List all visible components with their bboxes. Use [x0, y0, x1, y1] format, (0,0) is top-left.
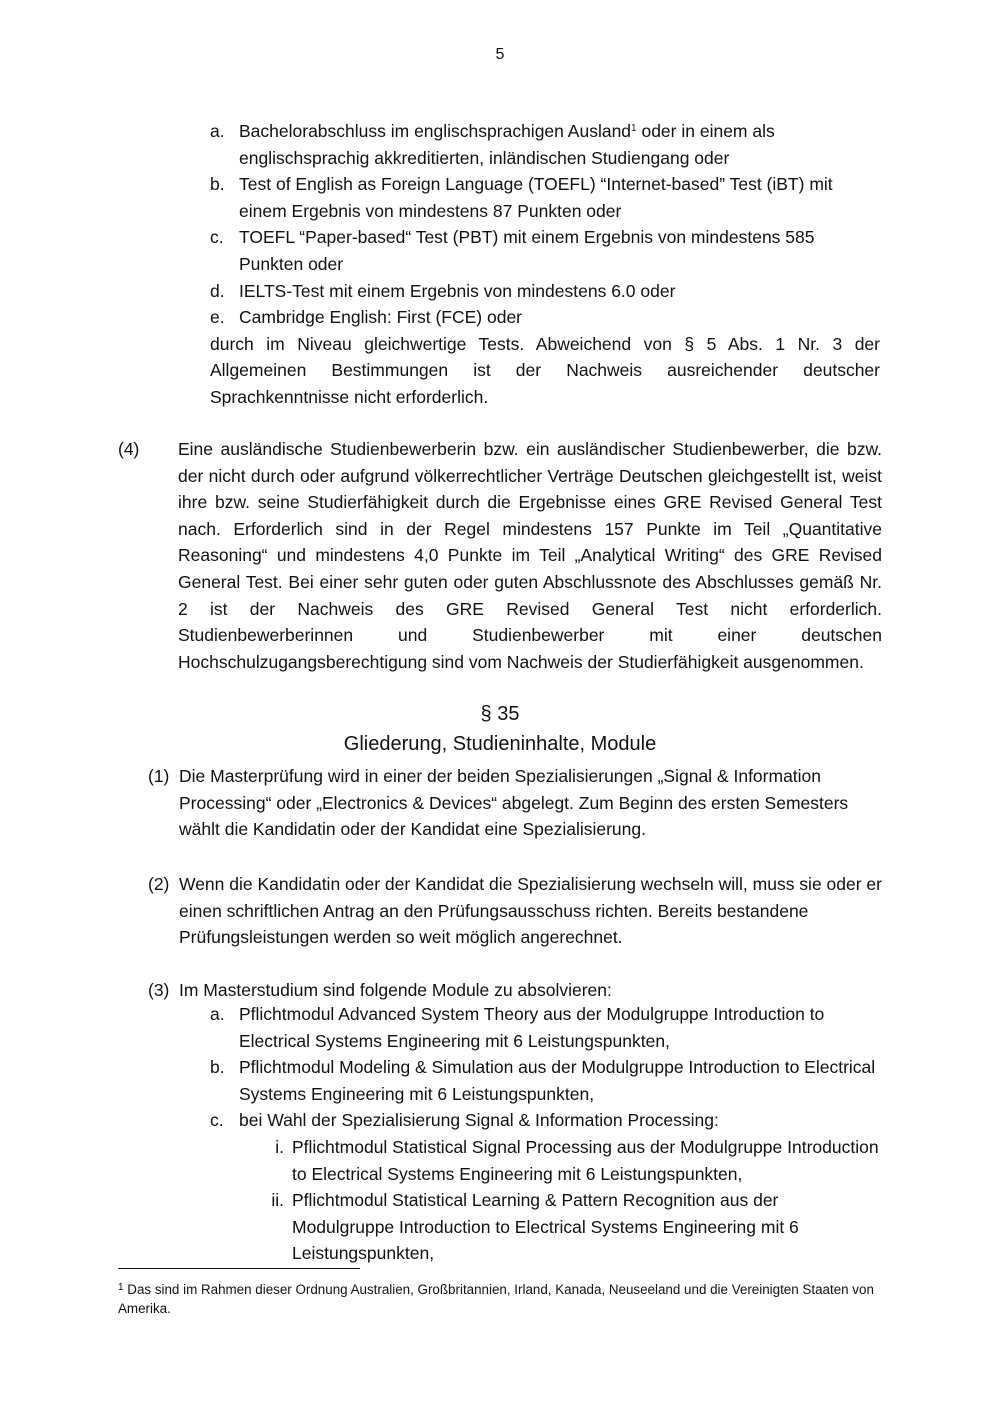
list-text: bei Wahl der Spezialisierung Signal & Information Processing: [239, 1110, 719, 1131]
paragraph-number: (3) [148, 980, 170, 1000]
list-item [210, 1054, 882, 1107]
list-label: e. [210, 307, 225, 328]
paragraph-text: Die Masterprüfung wird in einer der beiden Spezialisierungen „Signal & Information Processing“ oder „Electronics & Devices“ abgelegt. Zum Beginn des ersten Semesters wählt die Kandidatin oder der Kandidat eine Spezialisierung. [179, 766, 849, 840]
paragraph-3 [148, 977, 882, 1004]
list-label: b. [210, 1057, 225, 1078]
paragraph-4 [118, 436, 882, 675]
list-label: d. [210, 280, 225, 301]
list-label: a. [210, 121, 225, 141]
list-label: i. [275, 1136, 284, 1157]
list-text: TOEFL “Paper-based“ Test (PBT) mit einem Ergebnis von mindestens 585 Punkten oder [239, 227, 815, 274]
paragraph-number: (2) [148, 874, 170, 894]
list-label: c. [210, 227, 224, 248]
paragraph-text: Im Masterstudium sind folgende Module zu absolvieren: [179, 980, 612, 1000]
list-text: Pflichtmodul Advanced System Theory aus der Modulgruppe Introduction to Electrical Systems Engineering mit 6 Leistungspunkten, [239, 1004, 825, 1051]
list-text: Pflichtmodul Statistical Learning & Pattern Recognition aus der Modulgruppe Introduction to Electrical Systems Engineering mit 6 Leistungspunkten, [292, 1190, 799, 1264]
list-closing-text: durch im Niveau gleichwertige Tests. Abweichend von § 5 Abs. 1 Nr. 3 der Allgemeinen Bestimmungen ist der Nachweis ausreichender deutscher Sprachkenntnisse nicht erforderlich. [210, 333, 880, 407]
sub-module-list [271, 1134, 882, 1267]
footnote-reference: 1 [631, 123, 637, 134]
list-text: Pflichtmodul Modeling & Simulation aus der Modulgruppe Introduction to Electrical Systems Engineering mit 6 Leistungspunkten, [239, 1057, 876, 1104]
list-text: Bachelorabschluss im englischsprachigen Ausland$^1$ oder in einem als englischsprachig akkreditierten, inländischen Studiengang oder [239, 121, 775, 168]
list-label: a. [210, 1004, 225, 1024]
list-item [210, 1107, 882, 1134]
list-text: Test of English as Foreign Language (TOEFL) “Internet-based” Test (iBT) mit einem Ergebnis von mindestens 87 Punkten oder [239, 174, 833, 221]
paragraph-text: Eine ausländische Studienbewerberin bzw. ein ausländischer Studienbewerber, die bzw. der nicht durch oder aufgrund völkerrechtlicher Verträge Deutschen gleichgestellt ist, weist ihre bzw. seine Studierfähigkeit durch die Ergebnisse eines GRE Revised General Test nach. Erforderlich sind in der Regel mindestens 157 Punkte im Teil „Quantitative Reasoning“ und mindestens 4,0 Punkte im Teil „Analytical Writing“ des GRE Revised General Test. Bei einer sehr guten oder guten Abschlussnote des Abschlusses gemäß Nr. 2 ist der Nachweis des GRE Revised General Test nicht erforderlich. Studienbewerberinnen und Studienbewerber mit einer deutschen Hochschulzugangsberechtigung sind vom Nachweis der Studierfähigkeit ausgenommen. [178, 439, 882, 672]
list-text: Pflichtmodul Statistical Signal Processing aus der Modulgruppe Introduction to Electrical Systems Engineering mit 6 Leistungspunkten, [292, 1136, 879, 1184]
section-number: § 35 [480, 703, 520, 725]
footnote-text: Das sind im Rahmen dieser Ordnung Australien, Großbritannien, Irland, Kanada, Neuseeland und die Vereinigten Staaten von Amerika. [118, 1282, 874, 1316]
list-text: Cambridge English: First (FCE) oder [239, 307, 522, 328]
section-title: Gliederung, Studieninhalte, Module [343, 733, 657, 755]
footnote-mark: 1 [118, 1282, 124, 1293]
list-item [210, 304, 880, 331]
list-item [271, 1187, 882, 1267]
list-item [210, 118, 880, 171]
list-label: ii. [271, 1190, 284, 1211]
paragraph-1 [148, 763, 882, 843]
list-item [210, 224, 880, 277]
footnote-divider [118, 1268, 360, 1269]
list-item [210, 1001, 882, 1054]
list-label: c. [210, 1110, 224, 1131]
list-label: b. [210, 174, 225, 195]
paragraph-text: Wenn die Kandidatin oder der Kandidat die Spezialisierung wechseln will, muss sie oder er einen schriftlichen Antrag an den Prüfungsausschuss richten. Bereits bestandene Prüfungsleistungen werden so weit möglich angerechnet. [179, 874, 882, 948]
footnote [118, 1280, 882, 1318]
paragraph-2 [148, 871, 882, 951]
paragraph-number: (1) [148, 766, 170, 786]
language-requirements-list [210, 118, 880, 411]
list-item [210, 278, 880, 305]
list-item [210, 171, 880, 224]
list-text: IELTS-Test mit einem Ergebnis von mindestens 6.0 oder [239, 280, 676, 301]
paragraph-number: (4) [118, 439, 140, 459]
page-number: 5 [495, 46, 505, 63]
module-list [210, 1001, 882, 1267]
list-item [271, 1134, 882, 1187]
